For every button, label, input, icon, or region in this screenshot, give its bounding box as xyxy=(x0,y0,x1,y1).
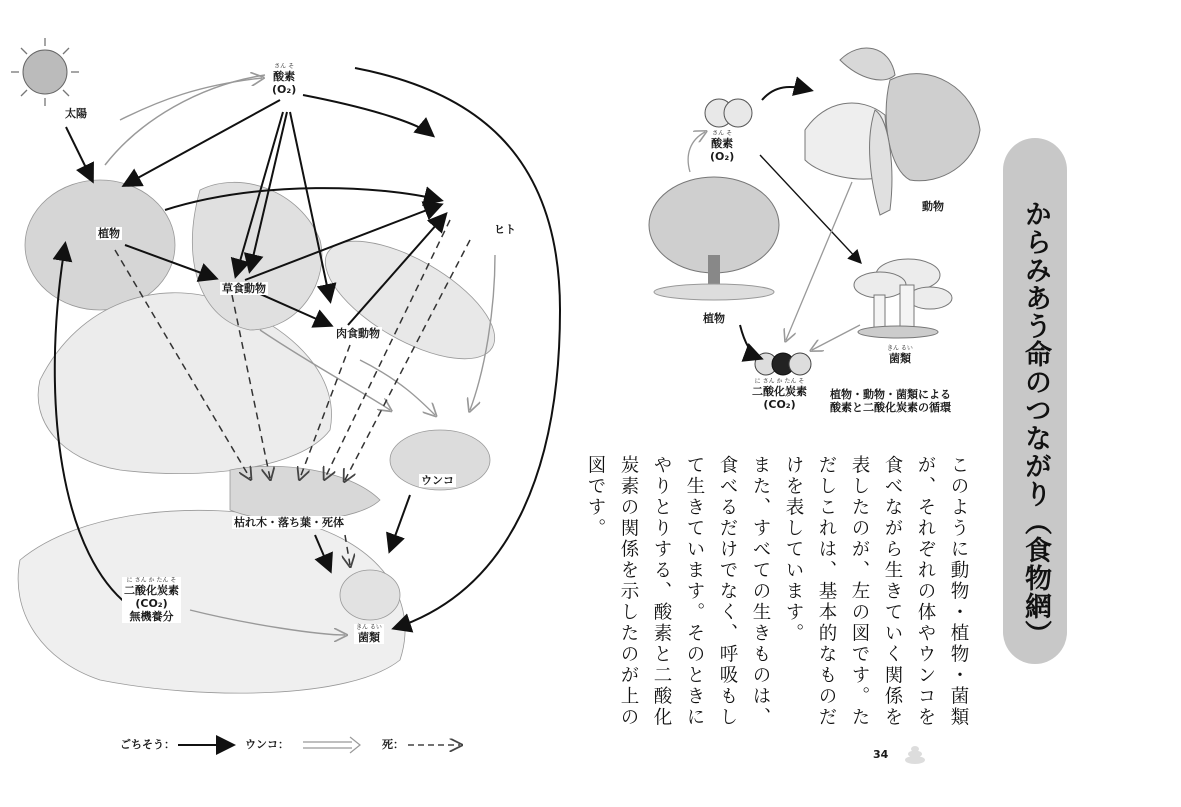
fungi-caption-text: 菌類 xyxy=(888,352,911,365)
page-number: 34 xyxy=(873,748,889,761)
fungi-ruby: きん るい xyxy=(356,624,382,631)
fungi-caption xyxy=(887,345,913,365)
carnivore-label: 肉食動物 xyxy=(336,327,380,340)
legend-feast: ごちそう： xyxy=(120,738,175,751)
co2-formula: (CO₂) xyxy=(135,597,168,610)
oxygen-caption-text: 酸素 xyxy=(711,137,734,150)
co2-label xyxy=(122,577,181,623)
cycle-caption-line1: 植物・動物・菌類による xyxy=(830,388,951,401)
mushroom-illustration xyxy=(854,259,952,338)
oxygen-caption-formula: (O₂) xyxy=(710,150,735,163)
oxygen-ruby: さん そ xyxy=(274,63,295,70)
co2-caption-ruby: に さん か たん そ xyxy=(754,378,805,385)
page-title: からみあう命のつながり（食物網） xyxy=(1020,200,1051,648)
animals-caption: 動物 xyxy=(922,200,944,213)
co2-caption-formula: (CO₂) xyxy=(763,398,796,411)
cycle-caption-line2: 酸素と二酸化炭素の循環 xyxy=(830,401,951,414)
body-text xyxy=(585,455,975,735)
body-paragraph-1: このように動物・植物・菌類が、それぞれの体やウンコを食べながら生きていく関係を表したのが、左の図です。ただしこれは、基本的なものだけを表しています。 xyxy=(783,455,969,728)
dead-matter-label: 枯れ木・落ち葉・死体 xyxy=(234,516,344,529)
tree-illustration xyxy=(649,177,779,300)
fungi-label xyxy=(354,624,384,644)
legend-poop: ウンコ： xyxy=(245,738,289,751)
food-web-illustration xyxy=(0,0,590,807)
body-paragraph-2: また、すべての生きものは、食べるだけでなく、呼吸もして生きています。そのときにやりとりする、酸素と二酸化炭素の関係を示したのが上の図です。 xyxy=(585,455,771,728)
left-page xyxy=(0,0,590,807)
oxygen-caption-ruby: さん そ xyxy=(712,130,733,137)
footer-poop-icon xyxy=(905,746,925,764)
plant-label: 植物 xyxy=(98,227,120,240)
fungi-caption-ruby: きん るい xyxy=(887,345,913,352)
legend-death: 死： xyxy=(382,738,404,751)
herbivore-label: 草食動物 xyxy=(222,282,266,295)
right-page xyxy=(585,0,1181,807)
sun-label: 太陽 xyxy=(65,107,87,120)
oxygen-caption xyxy=(710,130,734,163)
oxygen-formula: (O₂) xyxy=(272,83,297,96)
vegetation-shading xyxy=(18,180,512,693)
cycle-caption xyxy=(830,388,951,414)
plant-caption: 植物 xyxy=(703,312,725,325)
poop-label: ウンコ xyxy=(421,474,454,487)
nutrients-text: 無機養分 xyxy=(129,610,174,623)
co2-molecule-icon xyxy=(755,353,811,375)
oxygen-text: 酸素 xyxy=(273,70,296,83)
co2-caption-text: 二酸化炭素 xyxy=(752,385,807,398)
sun-illustration xyxy=(11,38,79,106)
human-label: ヒト xyxy=(494,223,516,236)
fungi-text: 菌類 xyxy=(357,631,380,644)
oxygen-label xyxy=(270,63,298,96)
co2-caption xyxy=(752,378,807,411)
oxygen-molecule-icon xyxy=(705,99,752,127)
co2-text: 二酸化炭素 xyxy=(124,584,179,597)
co2-ruby: に さん か たん そ xyxy=(126,577,177,584)
animals-illustration xyxy=(805,48,980,215)
legend-samples xyxy=(178,737,460,753)
